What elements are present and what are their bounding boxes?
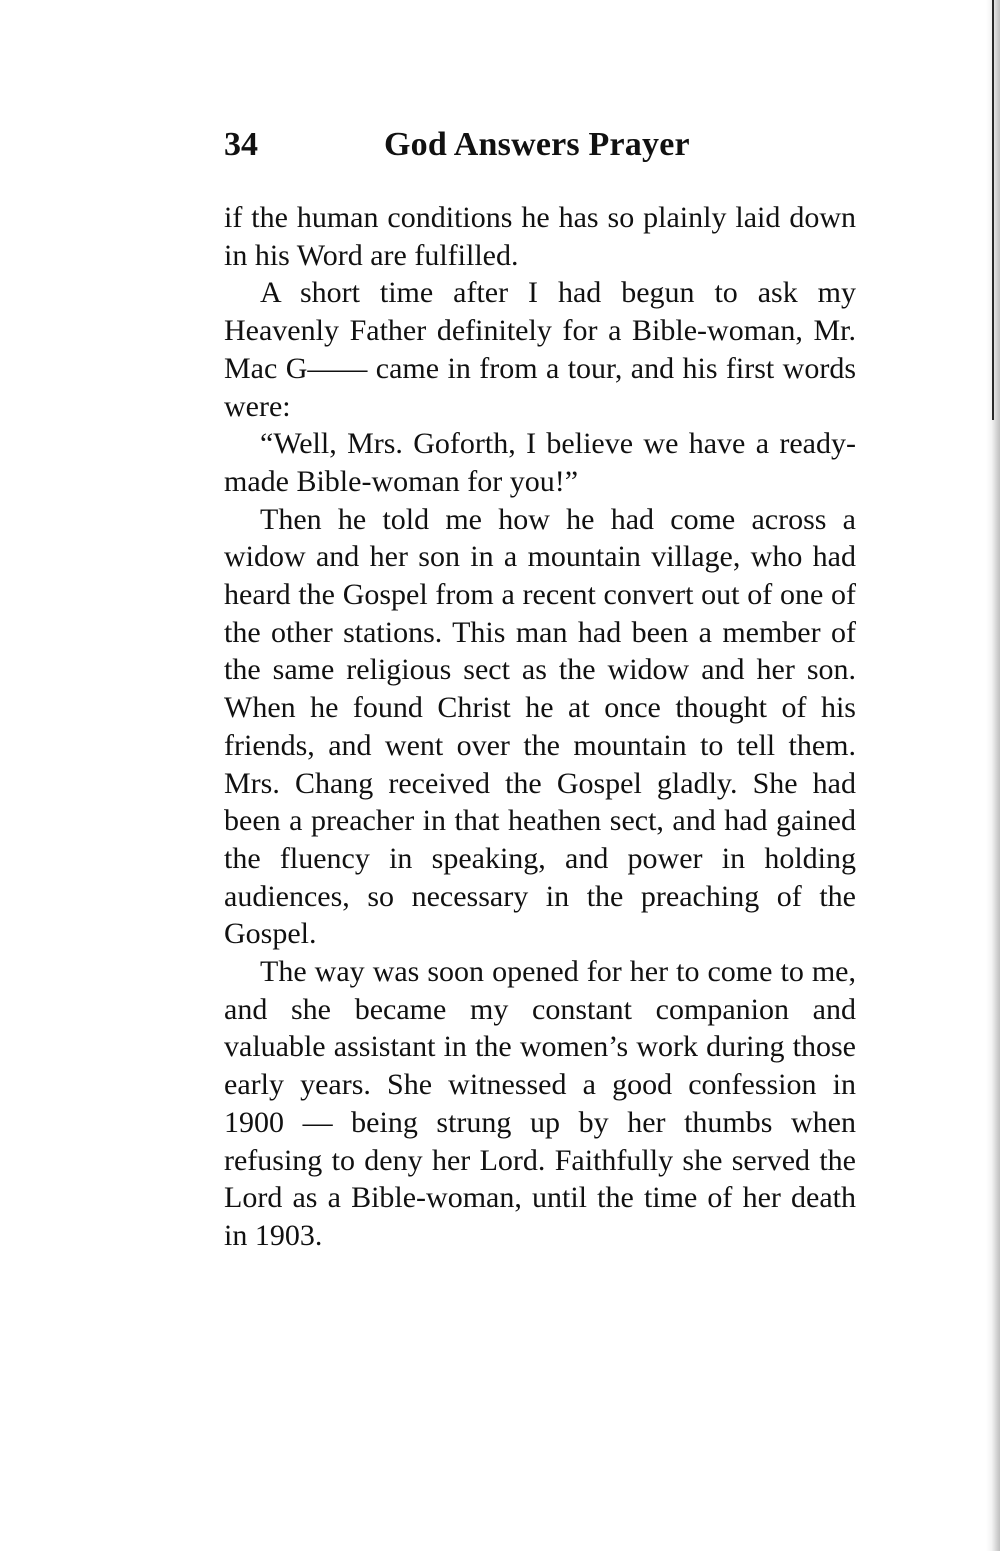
- running-head-title: God Answers Prayer: [384, 126, 690, 163]
- paragraph-widow-story: Then he told me how he had come across a widow and her son in a mountain village, who had heard the Gospel from a recent convert out of one of the other stations. This man had been a member of the same religious sect as the widow and her son. When he found Christ he at once thought of his friends, and went over the mountain to tell them. Mrs. Chang received the Gospel gladly. She had been a preacher in that heathen sect, and had gained the fluency in speaking, and power in holding audiences, so necessary in the preaching of the Gospel.: [224, 502, 856, 951]
- paragraph-bible-woman-request: A short time after I had begun to ask my Heavenly Father definitely for a Bible-woman, Mr. Mac G—— came in from a tour, and his first words were:: [224, 276, 856, 423]
- body-text: [224, 199, 856, 1255]
- paragraph-continued: if the human conditions he has so plainly laid down in his Word are fulfilled.: [224, 201, 856, 272]
- paragraph-mrs-chang: The way was soon opened for her to come to me, and she became my constant companion and valuable assistant in the women’s work during those early years. She witnessed a good confession in 1900 — being strung up by her thumbs when refusing to deny her Lord. Faithfully she served the Lord as a Bible-woman, until the time of her death in 1903.: [224, 955, 856, 1252]
- running-head: [224, 122, 856, 168]
- page-number: 34: [224, 126, 258, 163]
- paragraph-quote: “Well, Mrs. Goforth, I believe we have a ready-made Bible-woman for you!”: [224, 427, 856, 498]
- scan-edge-line: [992, 0, 994, 420]
